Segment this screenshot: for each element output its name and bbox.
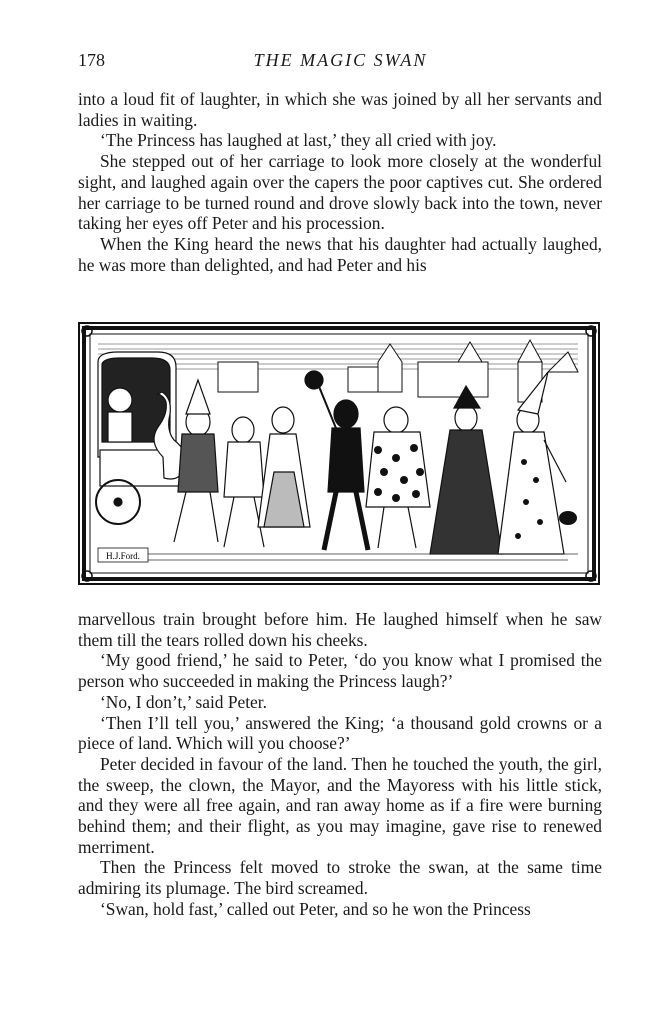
paragraph: marvellous train brought before him. He laughed himself when he saw them till the tears rolled down his cheeks. [78,609,602,650]
text-block-bottom [78,609,602,920]
page-header [78,50,603,74]
paragraph: She stepped out of her carriage to look more closely at the wonderful sight, and laughed again over the capers the poor captives cut. She ordered her carriage to be turned round and drove slowly back into the town, never taking her eyes off Peter and his procession. [78,151,602,234]
paragraph: Peter decided in favour of the land. Then he touched the youth, the girl, the sweep, the clown, the Mayor, and the Mayoress with his little stick, and they were all free again, and ran away home as if a fire were burning behind them; and their flight, as you may imagine, gave rise to renewed merriment. [78,753,602,857]
page-number: 178 [78,50,105,70]
paragraph: ‘Swan, hold fast,’ called out Peter, and so he won the Princess [100,898,531,919]
paragraph: When the King heard the news that his daughter had actually laughed, he was more than delighted, and had Peter and his [78,233,602,275]
paragraph: ‘No, I don’t,’ said Peter. [100,691,267,712]
running-title: THE MAGIC SWAN [253,50,428,70]
procession-illustration [78,322,600,585]
paragraph: ‘The Princess has laughed at last,’ they all cried with joy. [100,130,497,151]
paragraph: into a loud fit of laughter, in which she was joined by all her servants and ladies in waiting. [78,89,602,130]
illustration-signature: H.J.Ford. [106,551,140,561]
paragraph: ‘Then I’ll tell you,’ answered the King; ‘a thousand gold crowns or a piece of land. Which will you choose?’ [78,712,602,754]
paragraph: Then the Princess felt moved to stroke the swan, at the same time admiring its plumage. The bird screamed. [78,857,602,899]
text-block-top [78,89,602,275]
paragraph: ‘My good friend,’ he said to Peter, ‘do you know what I promised the person who succeeded in making the Princess laugh?’ [78,650,602,692]
